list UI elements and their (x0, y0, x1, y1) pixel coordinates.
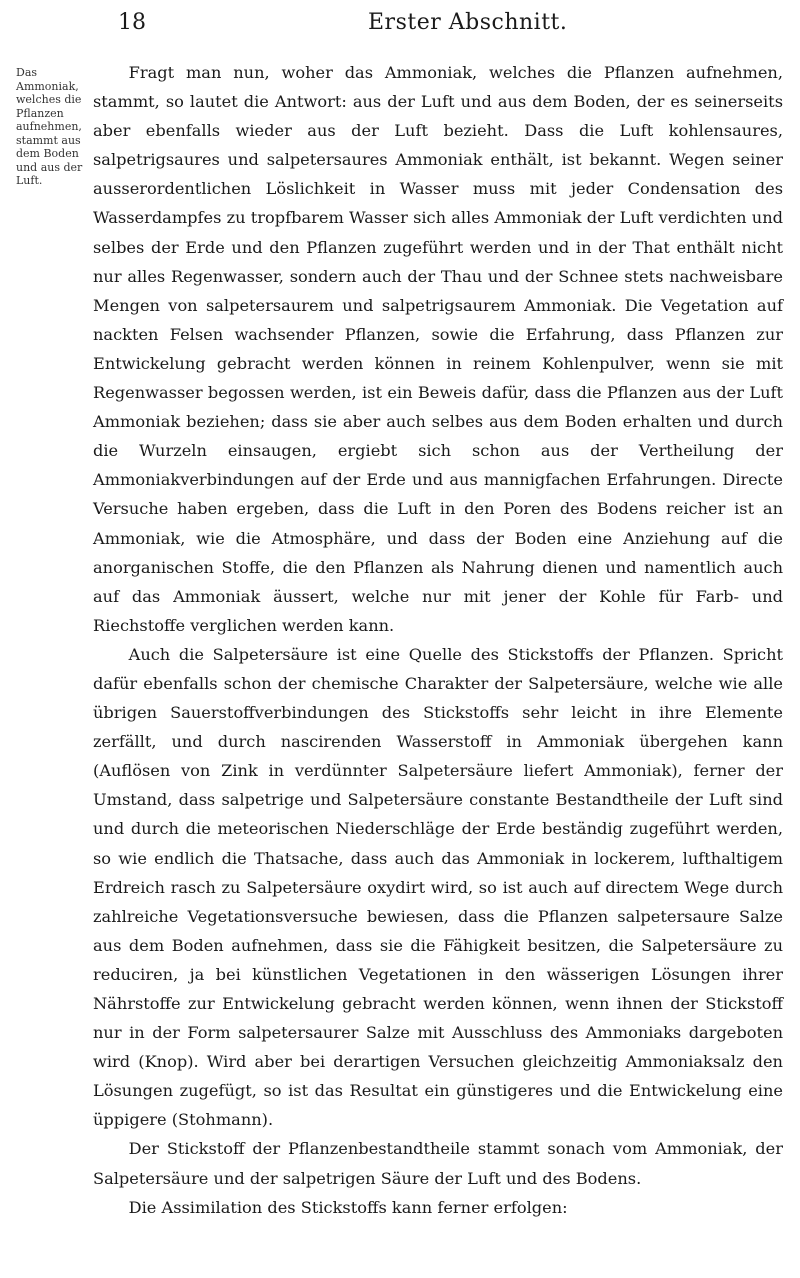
paragraph: Die Assimilation des Stickstoffs kann ferner erfolgen: (128, 1197, 568, 1217)
marginal-note: Das Ammoniak, welches die Pflanzen aufnehmen, stammt aus dem Boden und aus der Luft. (16, 66, 83, 187)
page-header (0, 8, 800, 48)
paragraph: Fragt man nun, woher das Ammoniak, welches die Pflanzen aufnehmen, stammt, so lautet die Antwort: aus der Luft und aus dem Boden, der es seinerseits aber ebenfalls wieder aus der Luft bezieht. Dass die Luft kohlensaures, salpetrigsaures und salpetersaures Ammoniak enthält, ist bekannt. Wegen seiner ausserordentlichen Löslichkeit in Wasser muss mit jeder Condensation des Wasserdampfes zu tropfbarem Wasser sich alles Ammoniak der Luft verdichten und selbes der Erde und den Pflanzen zugeführt werden und in der That enthält nicht nur alles Regenwasser, sondern auch der Thau und der Schnee stets nachweisbare Mengen von salpetersaurem und salpetrigsaurem Ammoniak. Die Vegetation auf nackten Felsen wachsender Pflanzen, sowie die Erfahrung, dass Pflanzen zur Entwickelung gebracht werden können in reinem Kohlenpulver, wenn sie mit Regenwasser begossen werden, ist ein Beweis dafür, dass die Pflanzen aus der Luft Ammoniak beziehen; dass sie aber auch selbes aus dem Boden erhalten und durch die Wurzeln einsaugen, ergiebt sich schon aus der Vertheilung der Ammoniakverbindungen auf der Erde und aus mannigfachen Erfahrungen. Directe Versuche haben ergeben, dass die Luft in den Poren des Bodens reicher ist an Ammoniak, wie die Atmosphäre, und dass der Boden eine Anziehung auf die anorganischen Stoffe, die den Pflanzen als Nahrung dienen und namentlich auch auf das Ammoniak äussert, welche nur mit jener der Kohle für Farb- und Riechstoffe verglichen werden kann. (93, 63, 783, 635)
paragraph: Der Stickstoff der Pflanzenbestandtheile stammt sonach vom Ammoniak, der Salpetersäure und der salpetrigen Säure der Luft und des Bodens. (93, 1139, 783, 1188)
page-number: 18 (118, 10, 146, 35)
paragraph: Auch die Salpetersäure ist eine Quelle des Stickstoffs der Pflanzen. Spricht dafür ebenfalls schon der chemische Charakter der Salpetersäure, welche wie alle übrigen Sauerstoffverbindungen des Stickstoffs sehr leicht in ihre Elemente zerfällt, und durch nascirenden Wasserstoff in Ammoniak übergehen kann (Auflösen von Zink in verdünnter Salpetersäure liefert Ammoniak), ferner der Umstand, dass salpetrige und Salpetersäure constante Bestandtheile der Luft sind und durch die meteorischen Niederschläge der Erde beständig zugeführt werden, so wie endlich die Thatsache, dass auch das Ammoniak in lockerem, lufthaltigem Erdreich rasch zu Salpetersäure oxydirt wird, so ist auch auf directem Wege durch zahlreiche Vegetationsversuche bewiesen, dass die Pflanzen salpetersaure Salze aus dem Boden aufnehmen, dass sie die Fähigkeit besitzen, die Salpetersäure zu reduciren, ja bei künstlichen Vegetationen in den wässerigen Lösungen ihrer Nährstoffe zur Entwickelung gebracht werden können, wenn ihnen der Stickstoff nur in der Form salpetersaurer Salze mit Ausschluss des Ammoniaks dargeboten wird (Knop). Wird aber bei derartigen Versuchen gleichzeitig Ammoniaksalz den Lösungen zugefügt, so ist das Resultat ein günstigeres und die Entwickelung eine üppigere (Stohmann). (93, 644, 783, 1130)
body-text (93, 58, 783, 1222)
running-title: Erster Abschnitt. (368, 10, 568, 35)
